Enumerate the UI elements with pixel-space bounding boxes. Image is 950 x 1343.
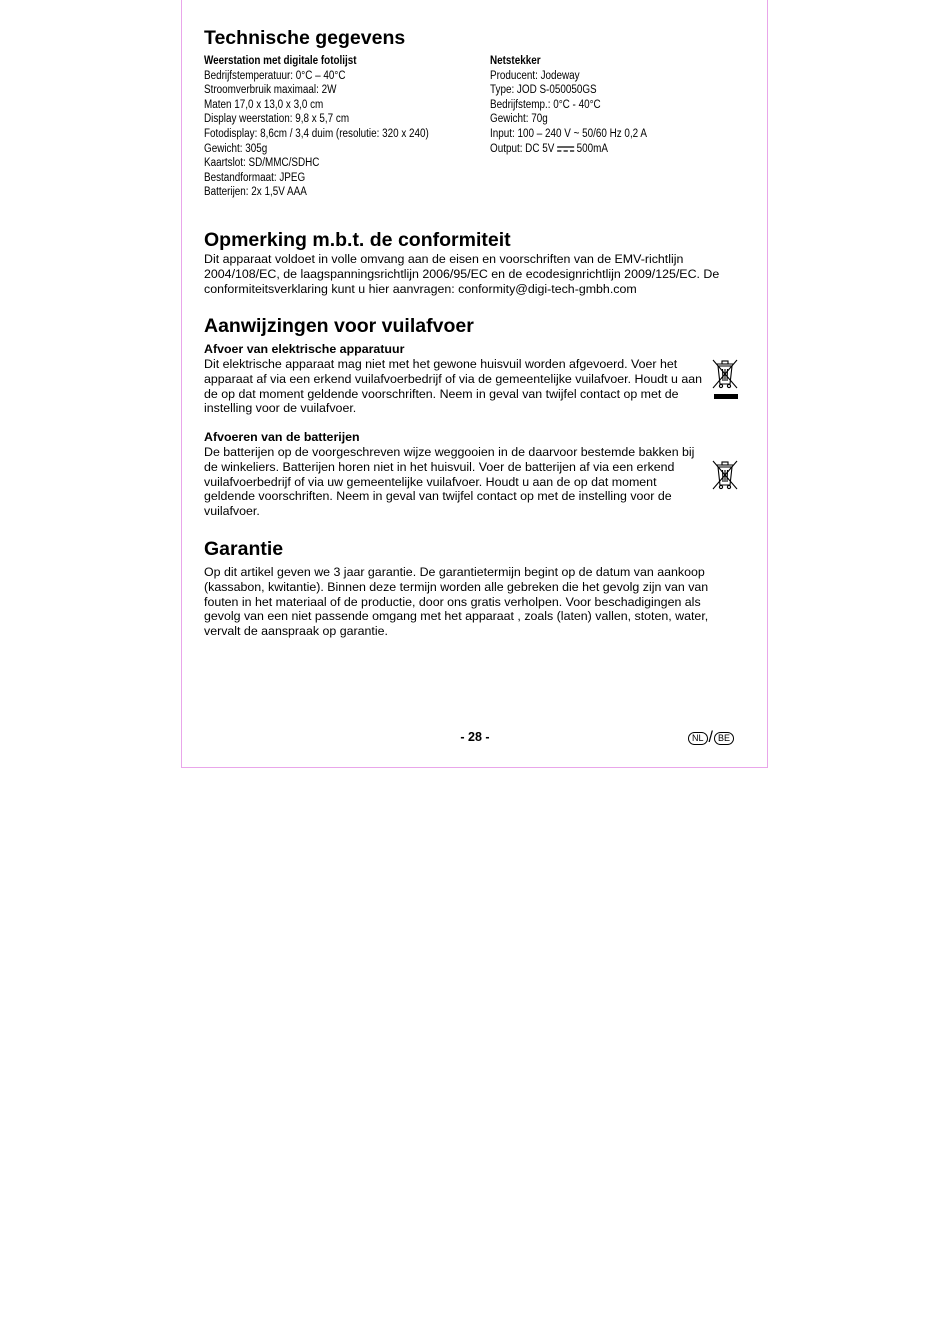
disposal-electrical-text: Dit elektrische apparaat mag niet met het gewone huisvuil worden afgevoerd. Voer het apparaat af via een erkend vuilafvoerbedrijf of via de gemeentelijke vuilafvoer. Houdt u aan de op dat moment geldende voorschriften. Neem in geval van twijfel contact op met de instelling voor de vuilafvoer. bbox=[204, 357, 703, 416]
spec-line: Type: JOD S-050050GS bbox=[490, 84, 597, 97]
warranty-title: Garantie bbox=[204, 538, 284, 560]
spec-left-heading: Weerstation met digitale fotolijst bbox=[204, 55, 357, 67]
spec-right-column bbox=[490, 54, 647, 156]
conformity-text: Dit apparaat voldoet in volle omvang aan de eisen en voorschriften van de EMV-richtlijn 2004/108/EC, de laagspanningsrichtlijn 2006/95/EC en de ecodesignrichtlijn 2009/125/EC. De conformiteitsverklaring kunt u hier aanvragen: conformity@digi-tech-gmbh.com bbox=[204, 252, 720, 296]
spec-line: Bedrijfstemperatuur: 0°C – 40°C bbox=[204, 69, 346, 82]
disposal-title: Aanwijzingen voor vuilafvoer bbox=[204, 315, 474, 337]
language-badges bbox=[688, 731, 734, 745]
lang-badge-nl: NL bbox=[688, 732, 708, 745]
spec-line: Batterijen: 2x 1,5V AAA bbox=[204, 186, 307, 199]
lang-badge-be: BE bbox=[714, 732, 734, 745]
page-number: - 28 - bbox=[460, 730, 490, 744]
spec-line: Display weerstation: 9,8 x 5,7 cm bbox=[204, 113, 350, 126]
spec-line: Gewicht: 305g bbox=[204, 142, 268, 155]
lang-separator: / bbox=[708, 729, 713, 746]
warranty-text: Op dit artikel geven we 3 jaar garantie. De garantietermijn begint op de datum van aankoop (kassabon, kwitantie). Binnen deze termijn worden alle gebreken die het gevolg zijn van van fouten in het materiaal of de productie, door ons gratis verholpen. Voor beschadigingen als gevolg van een niet passende omgang met het apparaat , zoals (laten) vallen, stoten, water, vervalt de aanspraak op garantie. bbox=[204, 565, 709, 639]
spec-line: Bedrijfstemp.: 0°C - 40°C bbox=[490, 98, 601, 111]
spec-line: Stroomverbruik maximaal: 2W bbox=[204, 84, 337, 97]
spec-line: Bestandformaat: JPEG bbox=[204, 171, 306, 184]
conformity-title: Opmerking m.b.t. de conformiteit bbox=[204, 229, 511, 251]
disposal-electrical-heading: Afvoer van elektrische apparatuur bbox=[204, 342, 405, 356]
dc-symbol-icon bbox=[557, 145, 574, 153]
spec-line: Maten 17,0 x 13,0 x 3,0 cm bbox=[204, 98, 324, 111]
disposal-batteries-text: De batterijen op de voorgeschreven wijze weggooien in de daarvoor bestemde bakken bij de winkeliers. Batterijen horen niet in het huisvuil. Voer de batterijen af via een erkend vuilafvoerbedrijf of via uw gemeentelijke vuilafvoer. Houdt u aan de op dat moment geldende voorschriften. Neem in geval van twijfel contact op met de instelling voor de vuilafvoer. bbox=[204, 445, 695, 519]
output-suffix: 500mA bbox=[576, 142, 609, 155]
spec-line: Gewicht: 70g bbox=[490, 113, 548, 126]
spec-line: Input: 100 – 240 V ~ 50/60 Hz 0,2 A bbox=[490, 127, 647, 140]
crossed-bin-icon bbox=[710, 357, 740, 401]
disposal-batteries-heading: Afvoeren van de batterijen bbox=[204, 430, 360, 444]
spec-line: Kaartslot: SD/MMC/SDHC bbox=[204, 157, 320, 170]
spec-output-line bbox=[490, 142, 647, 157]
spec-line: Producent: Jodeway bbox=[490, 69, 580, 82]
spec-right-heading: Netstekker bbox=[490, 55, 541, 67]
spec-line: Fotodisplay: 8,6cm / 3,4 duim (resolutie: 320 x 240) bbox=[204, 127, 429, 140]
spec-left-column bbox=[204, 54, 429, 200]
crossed-bin-icon bbox=[710, 458, 740, 492]
tech-title: Technische gegevens bbox=[204, 27, 406, 49]
output-prefix: Output: DC 5V bbox=[490, 142, 555, 155]
